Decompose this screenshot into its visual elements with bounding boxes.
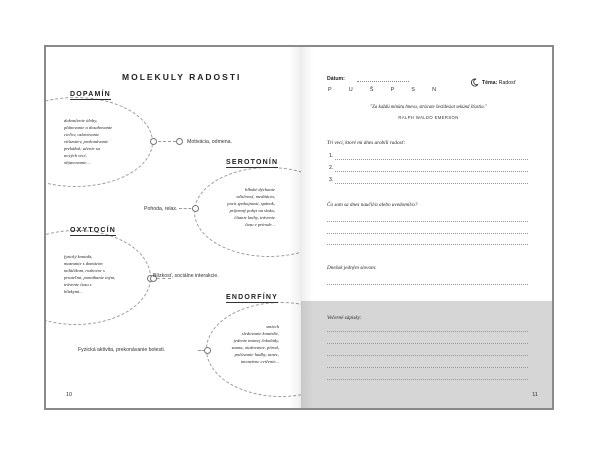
serotonin-title: SEROTONÍN: [226, 159, 279, 166]
oxytocin-connector-text: Blízkosť, sociálne interakcie.: [153, 273, 219, 279]
weekday-letters: P U Š P S N: [328, 87, 444, 93]
dopamine-items: dokončenie úlohy, plánovanie a dosahovanie cieľov, oslavovanie víťazstiev, prekonávanie prekážok, učenie sa nových vecí, objavovanie...: [64, 118, 113, 165]
answer-line-1[interactable]: [335, 159, 528, 160]
page-title: MOLEKULY RADOSTI: [122, 72, 242, 82]
endorphins-connector-dot: [204, 347, 211, 354]
item-number-1: 1.: [329, 153, 334, 159]
dopamine-connector-text: Motivácia, odmena.: [187, 139, 232, 145]
answer-line-2[interactable]: [335, 171, 528, 172]
theme-label: Téma:: [482, 80, 498, 86]
moon-icon: [470, 78, 479, 87]
endorphins-title: ENDORFÍNY: [226, 294, 279, 301]
answer-line-3[interactable]: [335, 183, 528, 184]
serotonin-connector-dot: [192, 205, 199, 212]
endorphins-connector-text: Fyzická aktivita, prekonávanie bolesti.: [78, 347, 166, 353]
evening-notes-box: [301, 301, 554, 410]
right-page: [301, 47, 554, 408]
quote-author: RALPH WALDO EMERSON: [398, 115, 459, 120]
left-page-number: 10: [66, 392, 73, 398]
quote-text: "Za každú minútu hnevu, strácate šesťdesiat sekúnd šťastia.": [370, 105, 487, 110]
book-gutter: [289, 47, 313, 408]
oxytocin-items: fyzický kontakt, maznanie s domácim miláčikom, rozhovor s priateľmi, pomáhanie iným, trávenie času s blízkymi...: [64, 254, 116, 294]
dopamine-connector-end: [176, 138, 183, 145]
dopamine-title: DOPAMÍN: [70, 91, 111, 98]
item-number-2: 2.: [329, 165, 334, 171]
theme-line: [482, 80, 516, 86]
question-three-things: Tri veci, ktoré mi dnes urobili radosť:: [327, 140, 406, 146]
left-page: [46, 47, 301, 408]
right-page-number: 11: [532, 392, 538, 398]
date-label: Dátum:: [327, 76, 345, 82]
endorphins-items: smiech sledovanie komédie, jedenie tmavej čokolády, sauna, otužovanie, pôrod, počúvanie hudby, tanec, intenzívne cvičenie...: [231, 324, 279, 364]
theme-value: Radosť: [498, 80, 516, 86]
serotonin-items: hlboké dýchanie vďačnosť, meditácia, pocit spokojnosti, spánok, príjemný pobyt na slnku, čítanie knihy, trávenie času v prírode...: [227, 187, 275, 227]
evening-line-2[interactable]: [327, 343, 528, 344]
evening-line-4[interactable]: [327, 367, 528, 368]
evening-line-1[interactable]: [327, 331, 528, 332]
learned-line-2[interactable]: [327, 233, 528, 234]
evening-notes-label: Večerné zápisky:: [327, 315, 362, 321]
item-number-3: 3.: [329, 177, 334, 183]
learned-line-3[interactable]: [327, 244, 528, 245]
oxytocin-title: OXYTOCÍN: [70, 227, 117, 234]
date-field[interactable]: [357, 81, 409, 82]
one-word-line[interactable]: [327, 284, 528, 285]
evening-line-3[interactable]: [327, 355, 528, 356]
evening-line-5[interactable]: [327, 379, 528, 380]
learned-line-1[interactable]: [327, 221, 528, 222]
question-learned: Čo som sa dnes naučil/a alebo uvedomil/a?: [327, 202, 418, 208]
serotonin-connector-text: Pohoda, relax.: [144, 206, 178, 212]
notebook-spread: [44, 45, 554, 410]
question-one-word: Dnešok jedným slovom:: [327, 265, 377, 271]
dopamine-connector-dot: [150, 138, 157, 145]
